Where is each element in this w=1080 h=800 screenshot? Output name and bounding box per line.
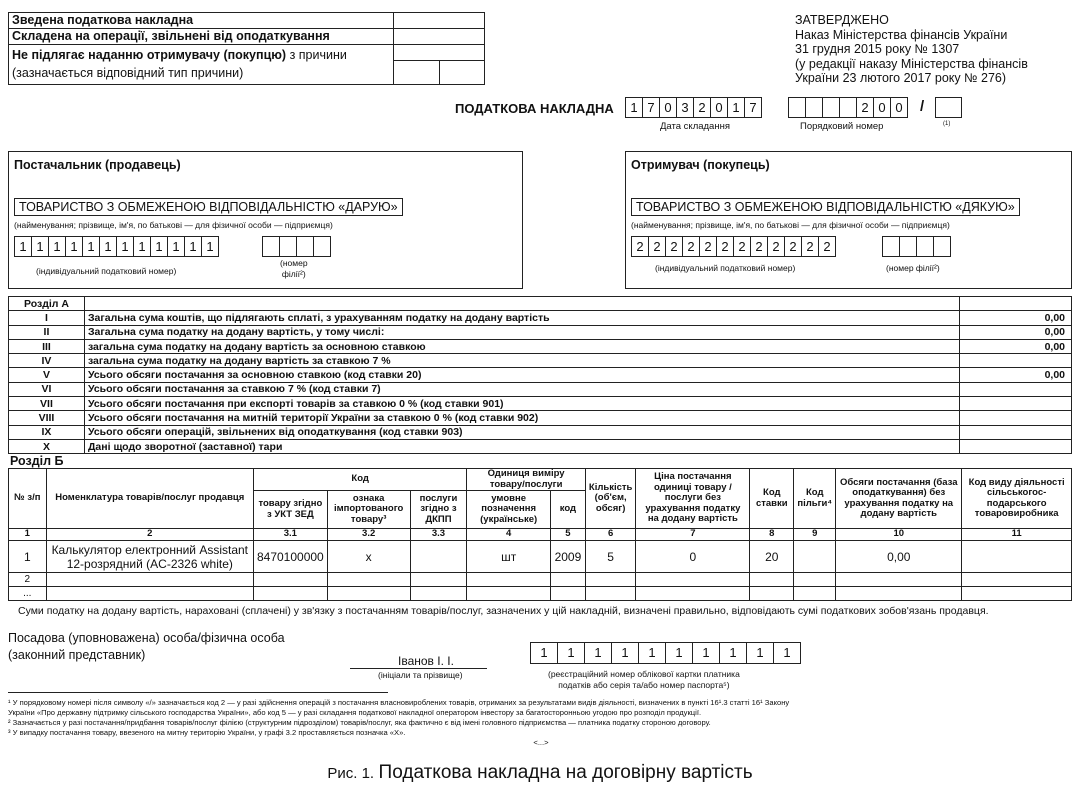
section-a-row: VII Усього обсяги постачання при експорті товарів за ставкою 0 % (код ставки 901) xyxy=(9,397,1072,411)
digit-box: 1 xyxy=(65,236,83,257)
digit-box: 1 xyxy=(99,236,117,257)
digit-box: 2 xyxy=(631,236,649,257)
buyer-branch-boxes xyxy=(882,236,951,257)
digit-box: 2 xyxy=(693,97,711,118)
digit-box xyxy=(788,97,806,118)
buyer-heading: Отримувач (покупець) xyxy=(631,158,770,172)
digit-box: 1 xyxy=(719,642,747,664)
digit-box: 2 xyxy=(716,236,734,257)
figure-caption: Рис. 1. Податкова накладна на договірну вартість xyxy=(327,762,753,783)
signer-label: Посадова (уповноважена) особа/фізична особа (законний представник) xyxy=(8,631,285,662)
column-number: 8 xyxy=(750,529,794,541)
col-dkpp-header: послуги згідно з ДКПП xyxy=(410,491,467,529)
digit-box xyxy=(805,97,823,118)
column-number: 9 xyxy=(794,529,836,541)
col-volume-header: Обсяги постачання (база оподаткування) без урахування податку на додану вартість xyxy=(836,469,962,529)
digit-box: 1 xyxy=(201,236,219,257)
col-unit-name-header: умовне позначення (українське) xyxy=(467,491,551,529)
digit-box: 1 xyxy=(184,236,202,257)
column-number: 5 xyxy=(550,529,585,541)
digit-box: 1 xyxy=(773,642,801,664)
column-number: 3.1 xyxy=(253,529,327,541)
digit-box: 1 xyxy=(746,642,774,664)
digit-box: 2 xyxy=(750,236,768,257)
seller-branch-caption: (номер філії²) xyxy=(280,258,308,279)
digit-box: 1 xyxy=(584,642,612,664)
digit-box: 2 xyxy=(801,236,819,257)
signer-reg-number xyxy=(530,642,801,664)
section-a-row: IV загальна сума податку на додану вартість за ставкою 7 % xyxy=(9,354,1072,368)
seller-name: ТОВАРИСТВО З ОБМЕЖЕНОЮ ВІДПОВІДАЛЬНІСТЮ «ДАРУЮ» xyxy=(14,198,403,216)
col-qty-header: Кількість (об'єм, обсяг) xyxy=(585,469,635,529)
approval-stamp: ЗАТВЕРДЖЕНО Наказ Міністерства фінансів України 31 грудня 2015 року № 1307 (у редакції наказу Міністерства фінансів України 23 лютого 2017 року № 276) xyxy=(795,13,1028,85)
signer-name-caption: (ініціали та прізвище) xyxy=(378,670,463,680)
digit-box: 2 xyxy=(856,97,874,118)
col-price-header: Ціна постачання одиниці товару / послуги без урахування податку на додану вартість xyxy=(636,469,750,529)
digit-box: 2 xyxy=(699,236,717,257)
column-number: 1 xyxy=(9,529,47,541)
date-digits xyxy=(625,97,762,118)
digit-box: 2 xyxy=(648,236,666,257)
digit-box: 7 xyxy=(744,97,762,118)
digit-box: 3 xyxy=(676,97,694,118)
digit-box: 1 xyxy=(116,236,134,257)
seller-heading: Постачальник (продавець) xyxy=(14,158,181,172)
signer-reg-caption: (реєстраційний номер облікової картки платника податків або серія та/або номер паспорта⁵) xyxy=(548,669,740,690)
digit-box: 1 xyxy=(611,642,639,664)
col-code-header: Код xyxy=(253,469,466,491)
seller-tax-caption: (індивідуальний податковий номер) xyxy=(36,266,177,276)
section-a-row: III загальна сума податку на додану вартість за основною ставкою 0,00 xyxy=(9,339,1072,353)
section-b-title: Розділ Б xyxy=(10,454,64,468)
seller-tax-number xyxy=(14,236,219,257)
digit-box: 2 xyxy=(682,236,700,257)
col-num-header: № з/п xyxy=(9,469,47,529)
column-number: 7 xyxy=(636,529,750,541)
serial-number-digits xyxy=(788,97,908,118)
section-a-row: V Усього обсяги постачання за основною ставкою (код ставки 20) 0,00 xyxy=(9,368,1072,382)
digit-box: 0 xyxy=(710,97,728,118)
footnotes: ¹ У порядковому номері після символу «/» зазначається код 2 — у разі здійснення операцій з постачання власновироблених товарів, отриманих за результатами видів діяльності, визначених в пункті 16¹.3 статті 16¹ Закону України «Про державну підтримку сільського господарства України», або код 5 — у разі складання податкової накладної оператором інвестору за багатосторонньою угодою про розподіл продукції. ² Зазначається у разі постачання/придбання товарів/послуг філією (структурним підрозділом) товарів/послуг, яка фактично є від імені головного підприємства — платника податку стороною договору. ³ У випадку постачання товару, ввезеного на митну територію України, у графі 3.2 проставляється позначка «Х». <...> xyxy=(8,698,790,747)
digit-box: 0 xyxy=(873,97,891,118)
summary-invoice-label: Зведена податкова накладна xyxy=(12,13,194,27)
buyer-name-caption: (найменування; прізвище, ім'я, по батькові — для фізичної особи — підприємця) xyxy=(631,220,950,230)
section-a-row: I Загальна сума коштів, що підлягають сплаті, з урахуванням податку на додану вартість 0,00 xyxy=(9,311,1072,325)
digit-box: 1 xyxy=(727,97,745,118)
section-a-row: II Загальна сума податку на додану вартість, у тому числі: 0,00 xyxy=(9,325,1072,339)
table-row: ... xyxy=(9,587,1072,601)
section-a-row: IX Усього обсяги операцій, звільнених від оподаткування (код ставки 903) xyxy=(9,425,1072,439)
section-a-row: VI Усього обсяги постачання за ставкою 7 % (код ставки 7) xyxy=(9,382,1072,396)
digit-box xyxy=(839,97,857,118)
column-number: 6 xyxy=(585,529,635,541)
digit-box: 0 xyxy=(890,97,908,118)
buyer-name: ТОВАРИСТВО З ОБМЕЖЕНОЮ ВІДПОВІДАЛЬНІСТЮ «ДЯКУЮ» xyxy=(631,198,1020,216)
col-unit-code-header: код xyxy=(550,491,585,529)
column-number: 4 xyxy=(467,529,551,541)
invoice-title: ПОДАТКОВА НАКЛАДНА xyxy=(455,101,614,116)
digit-box: 1 xyxy=(150,236,168,257)
digit-box xyxy=(822,97,840,118)
digit-box: 2 xyxy=(665,236,683,257)
digit-box: 2 xyxy=(818,236,836,257)
digit-box: 2 xyxy=(784,236,802,257)
column-number: 3.3 xyxy=(410,529,467,541)
column-number: 10 xyxy=(836,529,962,541)
seller-branch-boxes xyxy=(262,236,331,257)
column-number: 11 xyxy=(962,529,1072,541)
section-a-row: X Дані щодо зворотної (заставної) тари xyxy=(9,439,1072,453)
digit-box: 1 xyxy=(31,236,49,257)
col-benefit-header: Код пільги⁴ xyxy=(794,469,836,529)
serial-suffix-box xyxy=(935,97,962,118)
col-unit-header: Одиниця виміру товару/послуги xyxy=(467,469,586,491)
col-activity-header: Код виду діяльності сільськогос-подарського товаровиробника xyxy=(962,469,1072,529)
buyer-branch-caption: (номер філії²) xyxy=(886,263,940,273)
not-issued-reason-label: Не підлягає наданню отримувачу (покупцю) з причини xyxy=(12,48,347,62)
section-a-table xyxy=(8,296,1072,454)
digit-box: 1 xyxy=(167,236,185,257)
section-b-table xyxy=(8,468,1072,601)
footnote-mark: (1) xyxy=(943,121,951,127)
col-name-header: Номенклатура товарів/послуг продавця xyxy=(46,469,253,529)
digit-box: 1 xyxy=(557,642,585,664)
col-rate-header: Код ставки xyxy=(750,469,794,529)
col-uktzed-header: товару згідно з УКТ ЗЕД xyxy=(253,491,327,529)
table-row: 2 xyxy=(9,573,1072,587)
buyer-tax-caption: (індивідуальний податковий номер) xyxy=(655,263,796,273)
digit-box: 1 xyxy=(14,236,32,257)
serial-slash: / xyxy=(920,98,925,115)
date-label: Дата складання xyxy=(660,121,730,132)
digit-box: 2 xyxy=(733,236,751,257)
exempt-operations-label: Складена на операції, звільнені від оподаткування xyxy=(12,29,330,43)
buyer-tax-number xyxy=(631,236,836,257)
digit-box: 1 xyxy=(665,642,693,664)
digit-box: 1 xyxy=(692,642,720,664)
digit-box: 1 xyxy=(625,97,643,118)
column-number: 3.2 xyxy=(327,529,410,541)
digit-box: 1 xyxy=(133,236,151,257)
digit-box: 1 xyxy=(530,642,558,664)
section-a-title: Розділ А xyxy=(9,297,85,311)
col-import-header: ознака імпортованого товару³ xyxy=(327,491,410,529)
section-a-row: VIII Усього обсяги постачання на митній території України за ставкою 0 % (код ставки 902) xyxy=(9,411,1072,425)
table-row: 1 Калькулятор електронний Assistant 12-розрядний (AC-2326 white) 8470100000 x шт 2009 5 0 20 0,00 xyxy=(9,541,1072,573)
digit-box: 2 xyxy=(767,236,785,257)
digit-box: 1 xyxy=(48,236,66,257)
reason-type-caption: (зазначається відповідний тип причини) xyxy=(12,66,244,80)
column-number: 2 xyxy=(46,529,253,541)
seller-name-caption: (найменування; прізвище, ім'я, по батькові — для фізичної особи — підприємця) xyxy=(14,220,333,230)
digit-box: 1 xyxy=(82,236,100,257)
signer-name: Іванов І. І. xyxy=(398,654,454,668)
serial-number-label: Порядковий номер xyxy=(800,121,884,132)
digit-box: 0 xyxy=(659,97,677,118)
item-name: Калькулятор електронний Assistant 12-розрядний (AC-2326 white) xyxy=(46,541,253,573)
vat-statement: Суми податку на додану вартість, нараховані (сплачені) у зв'язку з постачанням товарів/послуг, зазначених у цій накладній, визначені правильно, відповідають сумі податкових зобов'язань продавця. xyxy=(18,605,989,617)
digit-box: 7 xyxy=(642,97,660,118)
digit-box: 1 xyxy=(638,642,666,664)
